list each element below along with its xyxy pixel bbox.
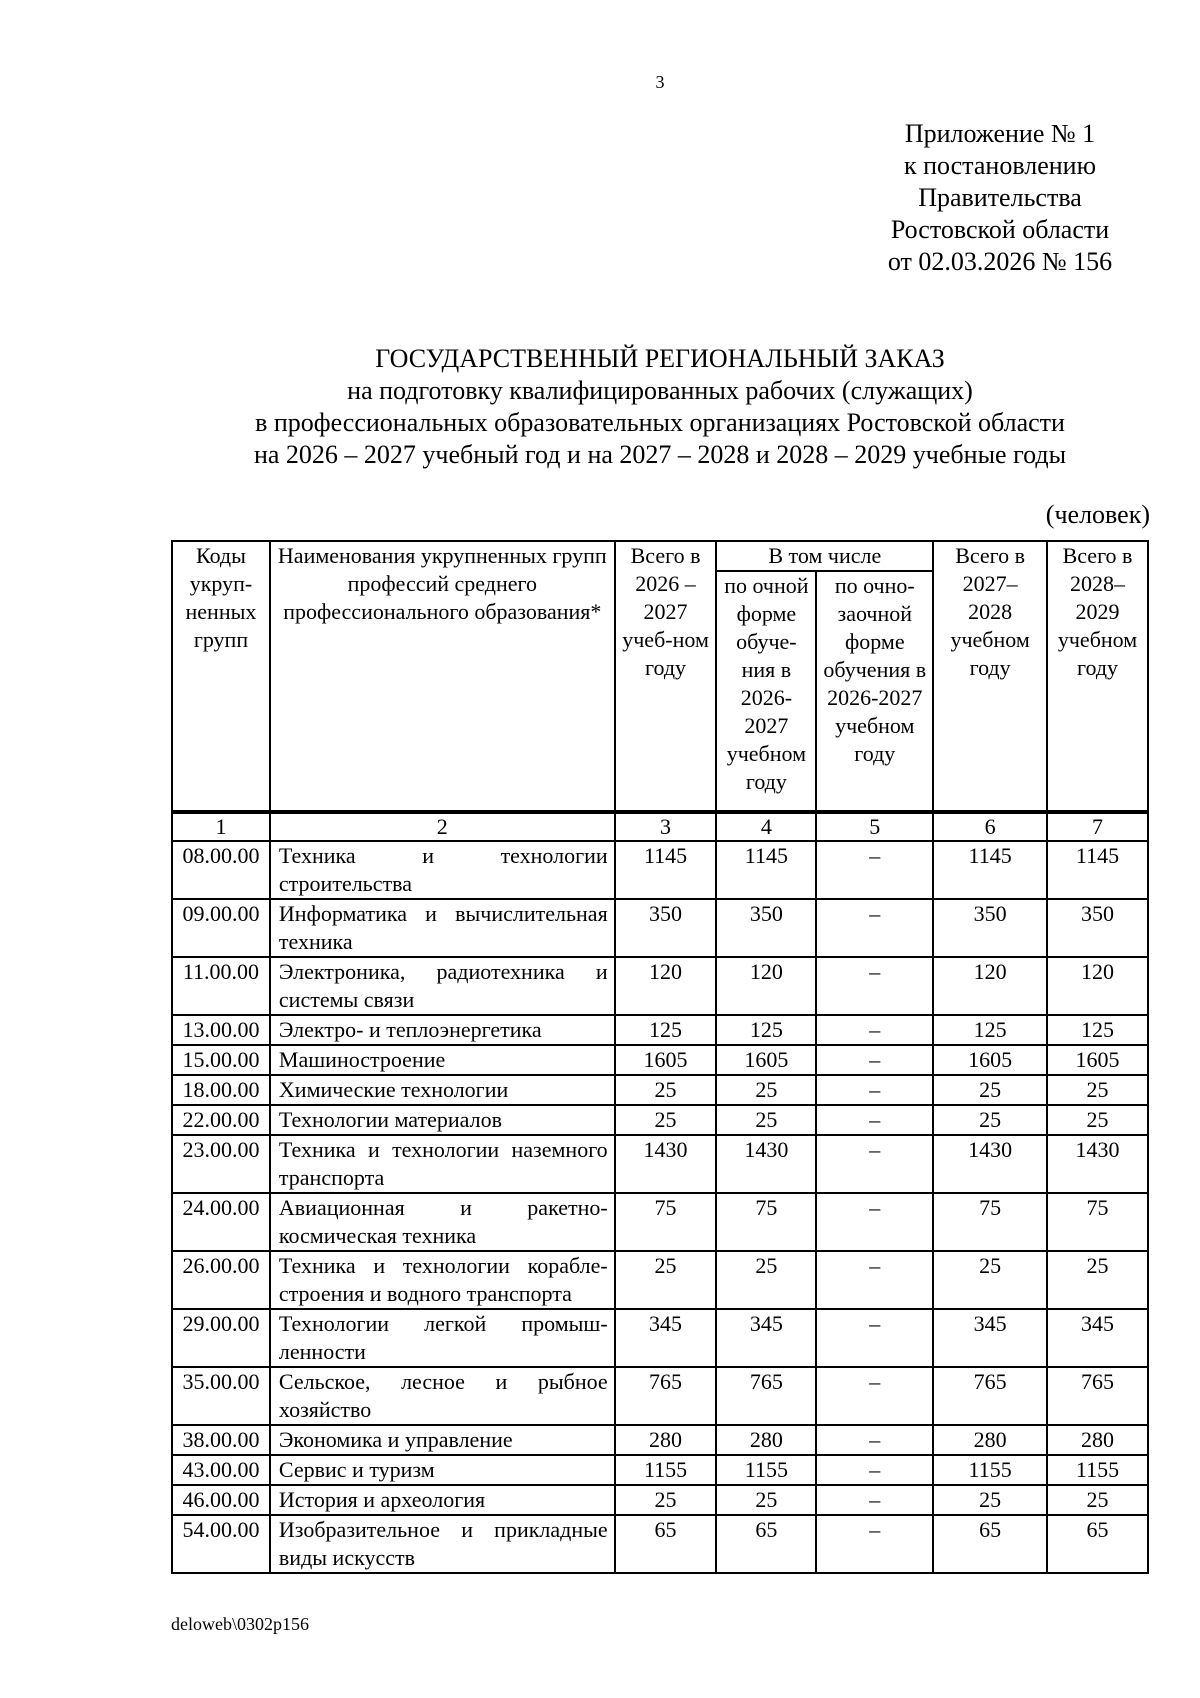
- cell-code: 09.00.00: [172, 899, 270, 957]
- cell-name: Изобразительное и прикладные виды искусств: [270, 1515, 615, 1573]
- title-line: в профессиональных образовательных организациях Ростовской области: [255, 408, 1065, 437]
- cell-fulltime: 1155: [716, 1455, 816, 1485]
- cell-2027: 25: [933, 1485, 1047, 1515]
- cell-fulltime: 25: [716, 1251, 816, 1309]
- appendix-line: Приложение № 1: [904, 119, 1096, 148]
- cell-fulltime: 765: [716, 1367, 816, 1425]
- cell-2028: 25: [1047, 1485, 1148, 1515]
- cell-total: 25: [615, 1105, 717, 1135]
- cell-code: 46.00.00: [172, 1485, 270, 1515]
- cell-fulltime: 350: [716, 899, 816, 957]
- cell-2027: 120: [933, 957, 1047, 1015]
- cell-parttime: –: [816, 957, 933, 1015]
- cell-fulltime: 1430: [716, 1135, 816, 1193]
- cell-name: Техника и технологии корабле-строения и водного транспорта: [270, 1251, 615, 1309]
- cell-2027: 765: [933, 1367, 1047, 1425]
- cell-parttime: –: [816, 1251, 933, 1309]
- cell-2027: 1605: [933, 1045, 1047, 1075]
- table-row: [172, 1485, 1148, 1515]
- cell-code: 24.00.00: [172, 1193, 270, 1251]
- appendix-line: Правительства: [918, 183, 1082, 212]
- header-names: Наименования укрупненных групп профессий среднего профессионального образования*: [270, 541, 615, 812]
- cell-2028: 25: [1047, 1075, 1148, 1105]
- column-number: 1: [172, 812, 270, 841]
- cell-parttime: –: [816, 1455, 933, 1485]
- cell-parttime: –: [816, 899, 933, 957]
- header-fulltime: по очной форме обуче-ния в 2026-2027 учебном году: [716, 571, 816, 812]
- cell-2027: 25: [933, 1105, 1047, 1135]
- cell-fulltime: 1145: [716, 841, 816, 899]
- cell-name: Информатика и вычислительная техника: [270, 899, 615, 957]
- table-row: [172, 1045, 1148, 1075]
- cell-2028: 1430: [1047, 1135, 1148, 1193]
- cell-2028: 1605: [1047, 1045, 1148, 1075]
- cell-2028: 75: [1047, 1193, 1148, 1251]
- cell-2028: 25: [1047, 1251, 1148, 1309]
- cell-name: Химические технологии: [270, 1075, 615, 1105]
- cell-2028: 1155: [1047, 1455, 1148, 1485]
- table-header-row: [172, 541, 1148, 571]
- cell-fulltime: 280: [716, 1425, 816, 1455]
- cell-2028: 280: [1047, 1425, 1148, 1455]
- cell-2028: 25: [1047, 1105, 1148, 1135]
- cell-name: Сельское, лесное и рыбное хозяйство: [270, 1367, 615, 1425]
- cell-parttime: –: [816, 1515, 933, 1573]
- header-codes: Коды укруп-ненных групп: [172, 541, 270, 812]
- cell-name: Электро- и теплоэнергетика: [270, 1015, 615, 1045]
- cell-total: 25: [615, 1075, 717, 1105]
- regional-order-table: [171, 540, 1149, 1574]
- cell-total: 1155: [615, 1455, 717, 1485]
- cell-total: 25: [615, 1485, 717, 1515]
- cell-parttime: –: [816, 1309, 933, 1367]
- appendix-line: Ростовской области: [890, 215, 1110, 244]
- cell-parttime: –: [816, 1015, 933, 1045]
- cell-parttime: –: [816, 1193, 933, 1251]
- cell-name: Технологии материалов: [270, 1105, 615, 1135]
- cell-total: 120: [615, 957, 717, 1015]
- cell-2028: 350: [1047, 899, 1148, 957]
- cell-total: 25: [615, 1251, 717, 1309]
- column-number: 5: [816, 812, 933, 841]
- cell-total: 280: [615, 1425, 717, 1455]
- cell-code: 43.00.00: [172, 1455, 270, 1485]
- cell-2027: 125: [933, 1015, 1047, 1045]
- cell-2028: 765: [1047, 1367, 1148, 1425]
- cell-fulltime: 75: [716, 1193, 816, 1251]
- header-total-2028: Всего в 2028– 2029 учебном году: [1047, 541, 1148, 812]
- cell-2028: 345: [1047, 1309, 1148, 1367]
- table-row: [172, 1425, 1148, 1455]
- cell-2028: 120: [1047, 957, 1148, 1015]
- cell-code: 26.00.00: [172, 1251, 270, 1309]
- column-number: 7: [1047, 812, 1148, 841]
- cell-code: 38.00.00: [172, 1425, 270, 1455]
- column-number: 4: [716, 812, 816, 841]
- table-row: [172, 1075, 1148, 1105]
- header-parttime: по очно-заочной форме обучения в 2026-2027 учебном году: [816, 571, 933, 812]
- column-number: 3: [615, 812, 717, 841]
- table-body: [172, 841, 1148, 1573]
- cell-total: 1605: [615, 1045, 717, 1075]
- cell-parttime: –: [816, 1075, 933, 1105]
- table-row: [172, 1367, 1148, 1425]
- table-row: [172, 957, 1148, 1015]
- table-row: [172, 1015, 1148, 1045]
- cell-fulltime: 125: [716, 1015, 816, 1045]
- title-line: на подготовку квалифицированных рабочих (служащих): [347, 376, 973, 405]
- cell-name: Экономика и управление: [270, 1425, 615, 1455]
- table-row: [172, 1455, 1148, 1485]
- cell-total: 1430: [615, 1135, 717, 1193]
- cell-name: Техника и технологии наземного транспорта: [270, 1135, 615, 1193]
- document-title: [120, 343, 1200, 471]
- table-row: [172, 1251, 1148, 1309]
- cell-fulltime: 65: [716, 1515, 816, 1573]
- header-including: В том числе: [716, 541, 933, 571]
- cell-name: Сервис и туризм: [270, 1455, 615, 1485]
- cell-name: Авиационная и ракетно-космическая техника: [270, 1193, 615, 1251]
- cell-fulltime: 25: [716, 1105, 816, 1135]
- cell-code: 18.00.00: [172, 1075, 270, 1105]
- cell-total: 65: [615, 1515, 717, 1573]
- table-row: [172, 1515, 1148, 1573]
- footer-doc-id: deloweb\0302p156: [171, 1614, 309, 1634]
- cell-fulltime: 25: [716, 1075, 816, 1105]
- header-total-2027: Всего в 2027– 2028 учебном году: [933, 541, 1047, 812]
- cell-2027: 25: [933, 1075, 1047, 1105]
- cell-2027: 1145: [933, 841, 1047, 899]
- page-number: 3: [655, 72, 665, 92]
- cell-total: 345: [615, 1309, 717, 1367]
- cell-parttime: –: [816, 1135, 933, 1193]
- appendix-header: [850, 118, 1150, 278]
- cell-parttime: –: [816, 841, 933, 899]
- cell-parttime: –: [816, 1105, 933, 1135]
- cell-code: 29.00.00: [172, 1309, 270, 1367]
- header-total-2026: Всего в 2026 – 2027 учеб-ном году: [615, 541, 717, 812]
- cell-2027: 345: [933, 1309, 1047, 1367]
- appendix-line: от 02.03.2026 № 156: [887, 247, 1113, 276]
- cell-2028: 65: [1047, 1515, 1148, 1573]
- column-number-row: [172, 812, 1148, 841]
- cell-code: 35.00.00: [172, 1367, 270, 1425]
- cell-name: Электроника, радиотехника и системы связи: [270, 957, 615, 1015]
- cell-2027: 350: [933, 899, 1047, 957]
- table-row: [172, 1135, 1148, 1193]
- cell-name: Машиностроение: [270, 1045, 615, 1075]
- table-row: [172, 1105, 1148, 1135]
- cell-code: 15.00.00: [172, 1045, 270, 1075]
- cell-2027: 280: [933, 1425, 1047, 1455]
- cell-code: 23.00.00: [172, 1135, 270, 1193]
- cell-code: 13.00.00: [172, 1015, 270, 1045]
- cell-2027: 1430: [933, 1135, 1047, 1193]
- cell-fulltime: 1605: [716, 1045, 816, 1075]
- cell-2027: 25: [933, 1251, 1047, 1309]
- cell-name: Технологии легкой промыш-ленности: [270, 1309, 615, 1367]
- table-row: [172, 1309, 1148, 1367]
- title-line: ГОСУДАРСТВЕННЫЙ РЕГИОНАЛЬНЫЙ ЗАКАЗ: [375, 344, 945, 373]
- cell-2028: 1145: [1047, 841, 1148, 899]
- cell-parttime: –: [816, 1425, 933, 1455]
- cell-total: 125: [615, 1015, 717, 1045]
- cell-parttime: –: [816, 1045, 933, 1075]
- column-number: 6: [933, 812, 1047, 841]
- cell-name: История и археология: [270, 1485, 615, 1515]
- appendix-line: к постановлению: [903, 151, 1097, 180]
- cell-2027: 1155: [933, 1455, 1047, 1485]
- cell-total: 75: [615, 1193, 717, 1251]
- cell-total: 765: [615, 1367, 717, 1425]
- cell-2027: 65: [933, 1515, 1047, 1573]
- cell-name: Техника и технологии строительства: [270, 841, 615, 899]
- cell-total: 1145: [615, 841, 717, 899]
- cell-parttime: –: [816, 1485, 933, 1515]
- cell-2028: 125: [1047, 1015, 1148, 1045]
- cell-code: 08.00.00: [172, 841, 270, 899]
- column-number: 2: [270, 812, 615, 841]
- cell-code: 54.00.00: [172, 1515, 270, 1573]
- cell-fulltime: 345: [716, 1309, 816, 1367]
- cell-2027: 75: [933, 1193, 1047, 1251]
- cell-total: 350: [615, 899, 717, 957]
- cell-parttime: –: [816, 1367, 933, 1425]
- table-row: [172, 841, 1148, 899]
- units-label: (человек): [1045, 500, 1150, 529]
- table-row: [172, 899, 1148, 957]
- cell-code: 11.00.00: [172, 957, 270, 1015]
- cell-fulltime: 25: [716, 1485, 816, 1515]
- cell-code: 22.00.00: [172, 1105, 270, 1135]
- table-row: [172, 1193, 1148, 1251]
- title-line: на 2026 – 2027 учебный год и на 2027 – 2028 и 2028 – 2029 учебные годы: [253, 440, 1067, 469]
- cell-fulltime: 120: [716, 957, 816, 1015]
